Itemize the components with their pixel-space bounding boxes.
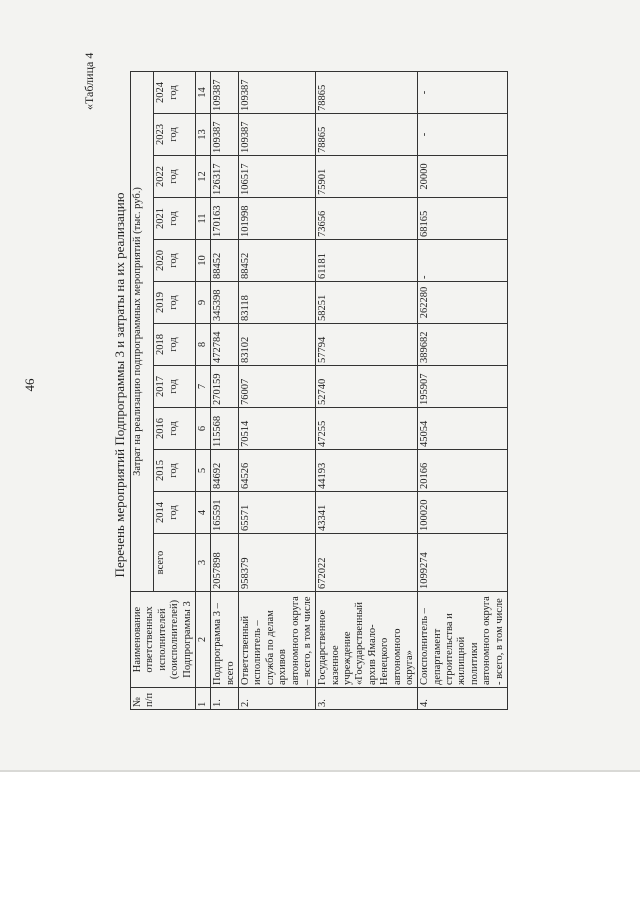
row-number: 2. xyxy=(239,688,316,710)
table-row xyxy=(239,72,316,710)
row-value: 109387 xyxy=(211,114,239,156)
header-year: 2015 год xyxy=(154,450,196,492)
row-value: 20000 xyxy=(418,156,508,198)
row-value: 58251 xyxy=(316,282,418,324)
row-value: 83118 xyxy=(239,282,316,324)
document-title: Перечень мероприятий Подпрограммы 3 и затраты на их реализацию xyxy=(112,192,127,578)
header-year: 2023 год xyxy=(154,114,196,156)
header-costs: Затрат на реализацию подпрограммных мероприятий (тыс. руб.) xyxy=(131,72,154,592)
header-year: 2024 год xyxy=(154,72,196,114)
row-value: 88452 xyxy=(211,240,239,282)
row-number: 3. xyxy=(316,688,418,710)
row-value: 76007 xyxy=(239,366,316,408)
row-value: 84692 xyxy=(211,450,239,492)
row-value: 45054 xyxy=(418,408,508,450)
row-value: 83102 xyxy=(239,324,316,366)
page-number: 46 xyxy=(22,378,37,392)
col-number: 12 xyxy=(195,156,210,198)
header-year: 2016 год xyxy=(154,408,196,450)
col-number: 7 xyxy=(195,366,210,408)
row-number: 4. xyxy=(418,688,508,710)
col-number: 13 xyxy=(195,114,210,156)
row-value: 109387 xyxy=(239,72,316,114)
costs-table xyxy=(130,71,508,710)
header-year: 2014 год xyxy=(154,492,196,534)
row-name: Подпрограмма 3 – всего xyxy=(211,592,239,688)
col-number: 11 xyxy=(195,198,210,240)
row-value: - xyxy=(418,72,508,114)
col-number: 6 xyxy=(195,408,210,450)
row-value: 2057898 xyxy=(211,534,239,592)
col-number: 10 xyxy=(195,240,210,282)
row-value: 64526 xyxy=(239,450,316,492)
header-year: 2017 год xyxy=(154,366,196,408)
row-value: 109387 xyxy=(211,72,239,114)
row-value: 100020 xyxy=(418,492,508,534)
row-value: 73656 xyxy=(316,198,418,240)
row-value: 57794 xyxy=(316,324,418,366)
row-value: 170163 xyxy=(211,198,239,240)
row-value: 70514 xyxy=(239,408,316,450)
row-value: 78865 xyxy=(316,114,418,156)
header-year: 2021 год xyxy=(154,198,196,240)
row-value: 20166 xyxy=(418,450,508,492)
header-year: 2022 год xyxy=(154,156,196,198)
col-number: 8 xyxy=(195,324,210,366)
row-name: Государственное казенное учреждение «Государственный архив Ямало-Ненецкого автономного округа» xyxy=(316,592,418,688)
row-value: 389682 xyxy=(418,324,508,366)
table-label: «Таблица 4 xyxy=(82,52,96,110)
row-value: 78865 xyxy=(316,72,418,114)
column-numbers-row xyxy=(195,72,210,710)
table-row xyxy=(211,72,239,710)
col-number: 5 xyxy=(195,450,210,492)
row-value: 47255 xyxy=(316,408,418,450)
row-value: 106517 xyxy=(239,156,316,198)
row-value: 115568 xyxy=(211,408,239,450)
col-number: 9 xyxy=(195,282,210,324)
header-total: всего xyxy=(154,534,196,592)
header-year: 2019 год xyxy=(154,282,196,324)
row-value: 472784 xyxy=(211,324,239,366)
row-value: 672022 xyxy=(316,534,418,592)
table-row xyxy=(316,72,418,710)
col-number: 4 xyxy=(195,492,210,534)
row-value: 101998 xyxy=(239,198,316,240)
row-value: 61181 xyxy=(316,240,418,282)
row-value: 195907 xyxy=(418,366,508,408)
header-num: № п/п xyxy=(131,688,196,710)
header-row-top xyxy=(131,72,154,710)
row-value: 65571 xyxy=(239,492,316,534)
row-value: 43341 xyxy=(316,492,418,534)
paper-bottom-edge xyxy=(0,770,640,772)
header-year: 2020 год xyxy=(154,240,196,282)
row-value: 165591 xyxy=(211,492,239,534)
row-value: 1099274 xyxy=(418,534,508,592)
row-value: 270159 xyxy=(211,366,239,408)
row-name: Ответственный исполнитель – служба по делам архивов автономного округа – всего, в том числе xyxy=(239,592,316,688)
row-value: 958379 xyxy=(239,534,316,592)
row-value: 262280 xyxy=(418,282,508,324)
table-row xyxy=(418,72,508,710)
row-value: 75901 xyxy=(316,156,418,198)
col-number: 2 xyxy=(195,592,210,688)
row-value: 68165 xyxy=(418,198,508,240)
row-value: 52740 xyxy=(316,366,418,408)
row-value: - xyxy=(418,114,508,156)
row-value: 345398 xyxy=(211,282,239,324)
row-value: - xyxy=(418,240,508,282)
col-number: 14 xyxy=(195,72,210,114)
col-number: 1 xyxy=(195,688,210,710)
col-number: 3 xyxy=(195,534,210,592)
row-value: 126317 xyxy=(211,156,239,198)
header-year: 2018 год xyxy=(154,324,196,366)
row-number: 1. xyxy=(211,688,239,710)
row-value: 44193 xyxy=(316,450,418,492)
header-name: Наименование ответственных исполнителей (соисполнителей) Подпрограммы 3 xyxy=(131,592,196,688)
row-name: Соисполнитель – департамент строительства и жилищной политики автономного округа - всего, в том числе xyxy=(418,592,508,688)
row-value: 88452 xyxy=(239,240,316,282)
row-value: 109387 xyxy=(239,114,316,156)
